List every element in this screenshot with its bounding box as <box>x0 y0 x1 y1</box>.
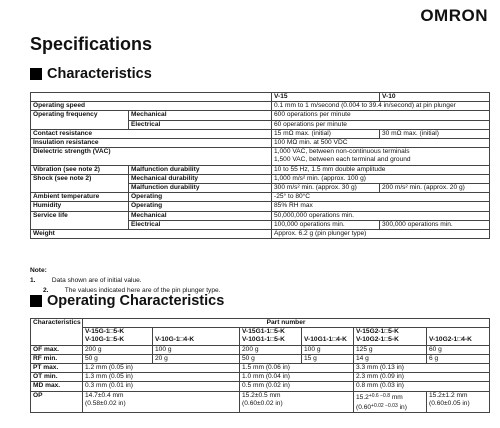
value-line: 1,000 VAC, between non-continuous terminals <box>274 148 410 156</box>
cell-value: 300,000 operations min. <box>380 220 490 229</box>
part-number: V-10G2-1□5-K <box>356 336 399 344</box>
value-main: 15.2 <box>356 393 369 401</box>
omron-logo: OMRON <box>420 6 488 25</box>
cell-value: 6 g <box>427 354 490 363</box>
square-bullet-icon <box>30 295 42 307</box>
row-label: PT max. <box>31 364 83 373</box>
row-sublabel: Operating <box>129 193 272 202</box>
tolerance: +0.6 −0.8 <box>368 392 390 399</box>
row-sublabel: Mechanical durability <box>129 174 272 183</box>
operating-characteristics-table <box>30 318 490 413</box>
row-label: Shock (see note 2) <box>31 174 129 192</box>
table-row <box>31 230 490 239</box>
cell-value: -25° to 80°C <box>272 193 490 202</box>
characteristics-heading-text: Characteristics <box>47 66 152 82</box>
row-label: Service life <box>31 211 129 229</box>
table-row <box>31 319 490 328</box>
table-row <box>31 211 490 220</box>
cell-value: 15 mΩ max. (initial) <box>272 129 380 138</box>
cell-value <box>240 391 354 412</box>
table-row <box>31 111 490 120</box>
cell-value: 2.3 mm (0.09 in) <box>354 373 490 382</box>
value-line <box>356 392 424 402</box>
note-1-label: Note: 1. <box>30 267 47 284</box>
page-title: Specifications <box>30 34 153 54</box>
value-line: 14.7±0.4 mm <box>85 391 124 399</box>
part-number-header: Part number <box>83 319 490 328</box>
table-row <box>31 165 490 174</box>
row-sublabel: Mechanical <box>129 211 272 220</box>
part-number: V-15G2-1□5-K <box>356 328 399 336</box>
cell-value: 60 g <box>427 345 490 354</box>
table-row <box>31 391 490 412</box>
cell-value: 0.1 mm to 1 m/second (0.004 to 39.4 in/second) at pin plunger <box>272 102 490 111</box>
part-number: V-10G-1□4-K <box>155 336 195 344</box>
cell-value: 15 g <box>302 354 354 363</box>
cell-value: Approx. 6.2 g (pin plunger type) <box>272 230 490 239</box>
table-row <box>31 148 490 165</box>
row-label: OP <box>31 391 83 412</box>
cell-value: 1.2 mm (0.05 in) <box>83 364 240 373</box>
row-label: OT min. <box>31 373 83 382</box>
value-unit: mm <box>389 393 403 401</box>
cell-value: 200 g <box>83 345 153 354</box>
note-2-label: 2. <box>43 287 49 294</box>
row-label: Dielectric strength (VAC) <box>31 148 272 165</box>
cell-value: 10 to 55 Hz, 1.5 mm double amplitude <box>272 165 490 174</box>
notes <box>30 266 221 296</box>
row-sublabel: Mechanical <box>129 111 272 120</box>
cell-value: 30 mΩ max. (initial) <box>380 129 490 138</box>
table-row <box>31 328 490 345</box>
cell-value: 0.3 mm (0.01 in) <box>83 382 240 391</box>
value-line: (0.60±0.02 in) <box>242 399 283 407</box>
cell-value: 1.3 mm (0.05 in) <box>83 373 240 382</box>
cell-value: 300 m/s² min. (approx. 30 g) <box>272 184 380 193</box>
row-label: RF min. <box>31 354 83 363</box>
value-line: 15.2±0.5 mm <box>242 391 281 399</box>
table-row <box>31 202 490 211</box>
characteristics-table <box>30 92 490 239</box>
row-sublabel: Operating <box>129 202 272 211</box>
cell-value: 100 g <box>153 345 240 354</box>
row-label: OF max. <box>31 345 83 354</box>
characteristics-header: Characteristics <box>31 319 83 346</box>
cell-value: 60 operations per minute <box>272 120 490 129</box>
cell-value: 200 m/s² min. (approx. 20 g) <box>380 184 490 193</box>
cell-value <box>427 391 490 412</box>
value-line: (0.60±0.05 in) <box>429 399 470 407</box>
cell-value: 0.8 mm (0.03 in) <box>354 382 490 391</box>
value-line <box>356 402 424 412</box>
cell-value: 125 g <box>354 345 427 354</box>
table-row <box>31 382 490 391</box>
part-number: V-15G1-1□5-K <box>242 328 285 336</box>
value-unit: in) <box>397 403 407 411</box>
table-row <box>31 354 490 363</box>
cell-value: 0.5 mm (0.02 in) <box>240 382 354 391</box>
cell-value: 1.5 mm (0.06 in) <box>240 364 354 373</box>
note-2-text: The values indicated here are of the pin plunger type. <box>64 287 221 294</box>
row-label: Contact resistance <box>31 129 272 138</box>
row-label: Ambient temperature <box>31 193 129 202</box>
cell-value <box>83 391 240 412</box>
cell-value: 100 g <box>302 345 354 354</box>
cell-value: 100 MΩ min. at 500 VDC <box>272 139 490 148</box>
table-row <box>31 93 490 102</box>
table-row <box>31 139 490 148</box>
row-label: Operating speed <box>31 102 272 111</box>
part-column-header <box>83 328 153 345</box>
row-label: Vibration (see note 2) <box>31 165 129 174</box>
table-row <box>31 373 490 382</box>
part-column-header <box>153 328 240 345</box>
row-label: Operating frequency <box>31 111 129 129</box>
cell-value: 85% RH max <box>272 202 490 211</box>
col-v15: V-15 <box>272 93 380 102</box>
col-v10: V-10 <box>380 93 490 102</box>
cell-value <box>272 148 490 165</box>
value-line: 15.2±1.2 mm <box>429 391 468 399</box>
table-row <box>31 102 490 111</box>
row-label: Humidity <box>31 202 129 211</box>
characteristics-heading <box>30 66 152 82</box>
part-number: V-10G1-1□5-K <box>242 336 285 344</box>
part-number: V-10G2-1□4-K <box>429 336 472 344</box>
header-blank <box>31 93 272 102</box>
operating-heading-text: Operating Characteristics <box>47 293 225 309</box>
part-column-header <box>354 328 427 345</box>
cell-value: 50 g <box>83 354 153 363</box>
cell-value: 20 g <box>153 354 240 363</box>
cell-value: 100,000 operations min. <box>272 220 380 229</box>
note-1 <box>30 266 221 286</box>
table-row <box>31 345 490 354</box>
cell-value: 1,000 m/s² min. (approx. 100 g) <box>272 174 490 183</box>
row-sublabel: Malfunction durability <box>129 184 272 193</box>
cell-value <box>354 391 427 412</box>
value-line: 1,500 VAC, between each terminal and ground <box>274 156 411 164</box>
square-bullet-icon <box>30 68 42 80</box>
value-line: (0.58±0.02 in) <box>85 399 126 407</box>
cell-value: 200 g <box>240 345 302 354</box>
table-row <box>31 364 490 373</box>
row-sublabel: Electrical <box>129 220 272 229</box>
cell-value: 14 g <box>354 354 427 363</box>
part-number: V-15G-1□5-K <box>85 328 125 336</box>
cell-value: 600 operations per minute <box>272 111 490 120</box>
tolerance: +0.02 −0.03 <box>371 402 398 409</box>
note-1-text: Data shown are of initial value. <box>51 277 142 284</box>
cell-value: 50,000,000 operations min. <box>272 211 490 220</box>
part-column-header <box>427 328 490 345</box>
cell-value: 1.0 mm (0.04 in) <box>240 373 354 382</box>
table-row <box>31 129 490 138</box>
part-column-header <box>240 328 302 345</box>
row-sublabel: Malfunction durability <box>129 165 272 174</box>
part-number: V-10G-1□5-K <box>85 336 125 344</box>
row-sublabel: Electrical <box>129 120 272 129</box>
row-label: MD max. <box>31 382 83 391</box>
operating-heading <box>30 293 224 309</box>
part-number: V-10G1-1□4-K <box>304 336 347 344</box>
table-row <box>31 174 490 183</box>
cell-value: 50 g <box>240 354 302 363</box>
table-row <box>31 193 490 202</box>
cell-value: 3.3 mm (0.13 in) <box>354 364 490 373</box>
row-label: Insulation resistance <box>31 139 272 148</box>
part-column-header <box>302 328 354 345</box>
row-label: Weight <box>31 230 272 239</box>
value-main: (0.60 <box>356 403 372 411</box>
